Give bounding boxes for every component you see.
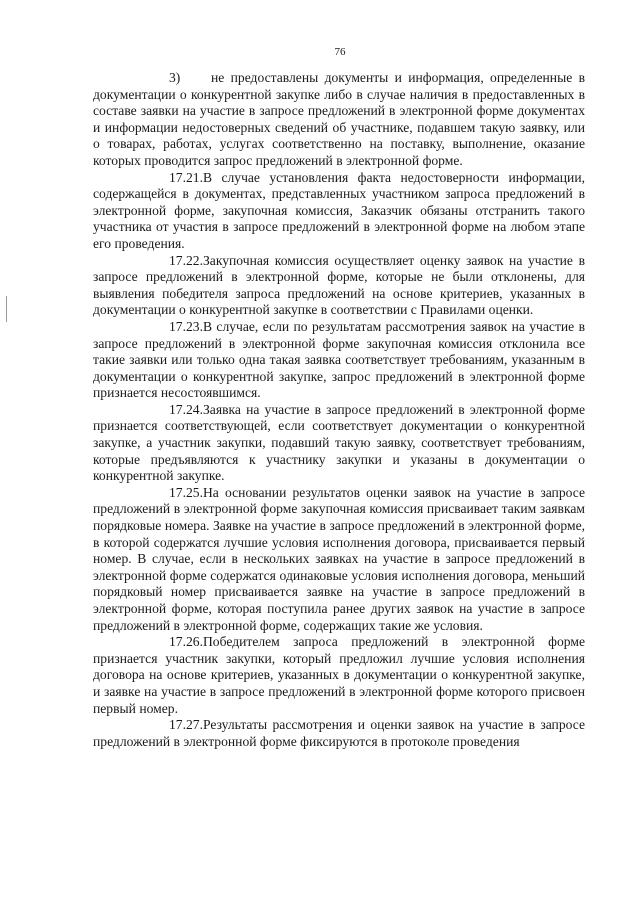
paragraph-text: В случае установления факта недостоверности информации, содержащейся в документах, представленных участником запроса предложений в электронной форме, закупочная комиссия, Заказчик обязаны отстранить такого участника от участия в запросе предложений в электронной форме на любом этапе его проведения. <box>93 169 585 251</box>
paragraph-17-24 <box>93 402 585 485</box>
paragraph-text: На основании результатов оценки заявок на участие в запросе предложений в электронной форме закупочная комиссия присваивает таким заявкам порядковые номера. Заявке на участие в запросе предложений в электронной форме, в которой содержатся лучшие условия исполнения договора, присваивается первый номер. В случае, если в нескольких заявках на участие в запросе предложений в электронной форме содержатся одинаковые условия исполнения договора, меньший порядковый номер присваивается заявке на участие в запросе предложений в электронной форме, которая поступила ранее других заявок на участие в запросе предложений в электронной форме, содержащих такие же условия. <box>93 484 585 633</box>
paragraph-17-22 <box>93 253 585 319</box>
page-number: 76 <box>334 46 346 58</box>
paragraph-number: 17.21. <box>169 169 203 185</box>
paragraph-17-23 <box>93 319 585 402</box>
paragraph-text: Победителем запроса предложений в электронной форме признается участник закупки, который предложил лучшие условия исполнения договора на основе критериев, указанных в документации о конкурентной закупке, и заявке на участие в запросе предложений в электронной форме которого присвоен первый номер. <box>93 634 585 716</box>
paragraph-text: Результаты рассмотрения и оценки заявок на участие в запросе предложений в электронной форме фиксируются в протоколе проведения <box>93 717 585 749</box>
paragraph-17-25 <box>93 485 585 634</box>
paragraph-item-3 <box>93 70 585 170</box>
paragraph-number: 17.23. <box>169 318 203 334</box>
paragraph-17-26 <box>93 634 585 717</box>
paragraph-text: Закупочная комиссия осуществляет оценку заявок на участие в запросе предложений в электронной форме, которые не были отклонены, для выявления победителя запроса предложений на основе критериев, указанных в документации о конкурентной закупке в соответствии с Правилами оценки. <box>93 252 585 318</box>
paragraph-text: не предоставлены документы и информация, определенные в документации о конкурентной закупке либо в случае наличия в предоставленных в составе заявки на участие в запросе предложений в электронной форме документах и информации недостоверных сведений об участнике, подавшем такую заявку, или о товарах, работах, услугах соответственно на поставку, выполнение, оказание которых проводится запрос предложений в электронной форме. <box>93 70 585 168</box>
paragraph-text: Заявка на участие в запросе предложений в электронной форме признается соответствующей, если соответствует документации о конкурентной закупке, а участник закупки, подавший такую заявку, соответствует требованиям, которые предъявляются к участнику закупки и указаны в документации о конкурентной закупке. <box>93 401 585 484</box>
paragraph-17-27 <box>93 717 585 750</box>
document-body <box>93 70 585 750</box>
margin-scan-mark <box>6 296 7 322</box>
paragraph-17-21 <box>93 170 585 253</box>
paragraph-number: 17.22. <box>169 252 203 268</box>
paragraph-number: 17.24. <box>169 401 203 417</box>
paragraph-text: В случае, если по результатам рассмотрения заявок на участие в запросе предложений в электронной форме закупочная комиссия отклонила все такие заявки или только одна такая заявка соответствует требованиям, указанным в документации о конкурентной закупке, запрос предложений в электронной форме признается несостоявшимся. <box>93 318 585 401</box>
paragraph-number: 17.25. <box>169 484 203 500</box>
paragraph-number: 17.26. <box>169 634 203 650</box>
paragraph-number: 17.27. <box>169 717 203 733</box>
paragraph-number: 3) <box>169 70 181 85</box>
